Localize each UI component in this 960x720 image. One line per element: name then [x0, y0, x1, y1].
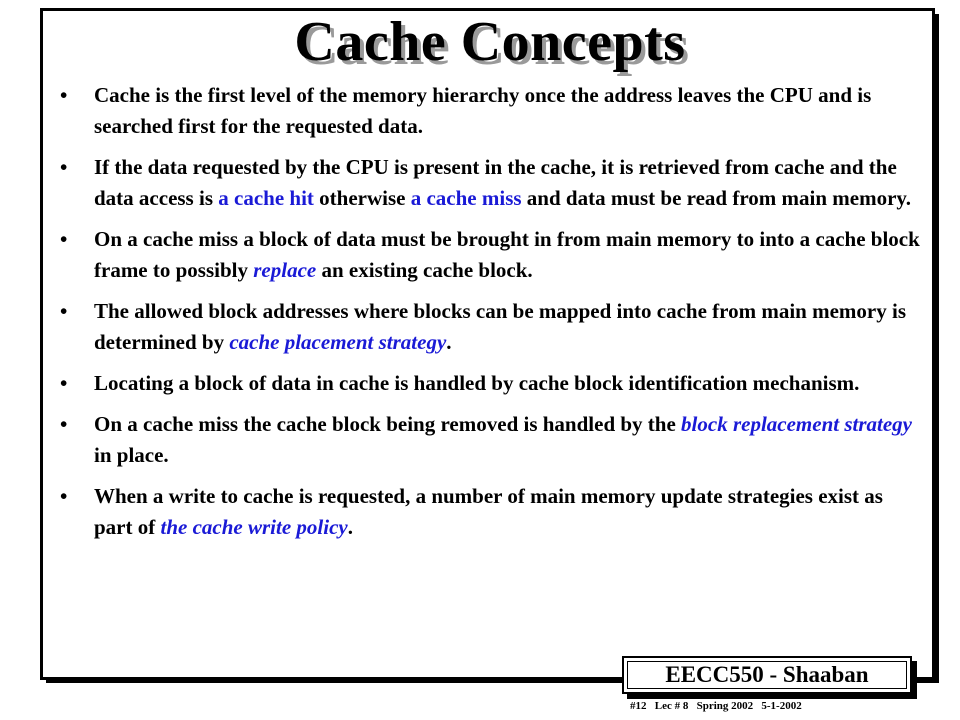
bullet-text: an existing cache block.: [316, 258, 533, 282]
bullet-item: [60, 481, 920, 543]
highlight-replacement-strategy: block replacement strategy: [681, 412, 912, 436]
bullet-text: When a write to cache is requested, a number of main memory update strategies exist as part of: [94, 484, 883, 539]
highlight-placement-strategy: cache placement strategy: [229, 330, 447, 354]
slide-footer: #12 Lec # 8 Spring 2002 5-1-2002: [630, 700, 802, 712]
bullet-text: The allowed block addresses where blocks can be mapped into cache from main memory is determined by: [94, 299, 906, 354]
bullet-item: [60, 409, 920, 471]
frame-shadow-right: [935, 14, 939, 683]
bullet-text: otherwise: [313, 186, 411, 210]
highlight-replace: replace: [253, 258, 317, 282]
bullet-dot: •: [60, 227, 68, 251]
bullet-text: and data must be read from main memory.: [521, 186, 912, 210]
badge-inner-border: [627, 661, 907, 689]
course-badge-label: EECC550 - Shaaban: [665, 662, 869, 687]
bullet-text: If the data requested by the CPU is present in the cache, it is retrieved from cache and the data access is: [94, 155, 897, 210]
highlight-cache-hit: a cache hit: [218, 186, 314, 210]
slide-title: Cache Concepts: [294, 11, 686, 73]
bullet-dot: •: [60, 412, 68, 436]
bullet-dot: •: [60, 371, 68, 395]
bullet-text: .: [347, 515, 353, 539]
bullet-item: [60, 296, 920, 358]
bullet-item: [60, 224, 920, 286]
bullet-dot: •: [60, 484, 68, 508]
bullet-text: Locating a block of data in cache is handled by cache block identification mechanism.: [94, 371, 860, 395]
bullet-text: in place.: [94, 443, 169, 467]
highlight-write-policy: the cache write policy: [160, 515, 348, 539]
bullet-text: On a cache miss a block of data must be brought in from main memory to into a cache block frame to possibly: [94, 227, 920, 282]
highlight-cache-miss: a cache miss: [410, 186, 522, 210]
bullet-text: Cache is the first level of the memory hierarchy once the address leaves the CPU and is searched first for the requested data.: [94, 83, 872, 138]
bullet-text: .: [446, 330, 452, 354]
bullet-text: On a cache miss the cache block being removed is handled by the: [94, 412, 682, 436]
bullet-dot: •: [60, 299, 68, 323]
bullet-item: [60, 80, 920, 142]
bullet-dot: •: [60, 155, 68, 179]
course-badge: [622, 656, 912, 694]
bullet-item: [60, 368, 920, 399]
bullet-list: [60, 80, 920, 553]
bullet-item: [60, 152, 920, 214]
bullet-dot: •: [60, 83, 68, 107]
